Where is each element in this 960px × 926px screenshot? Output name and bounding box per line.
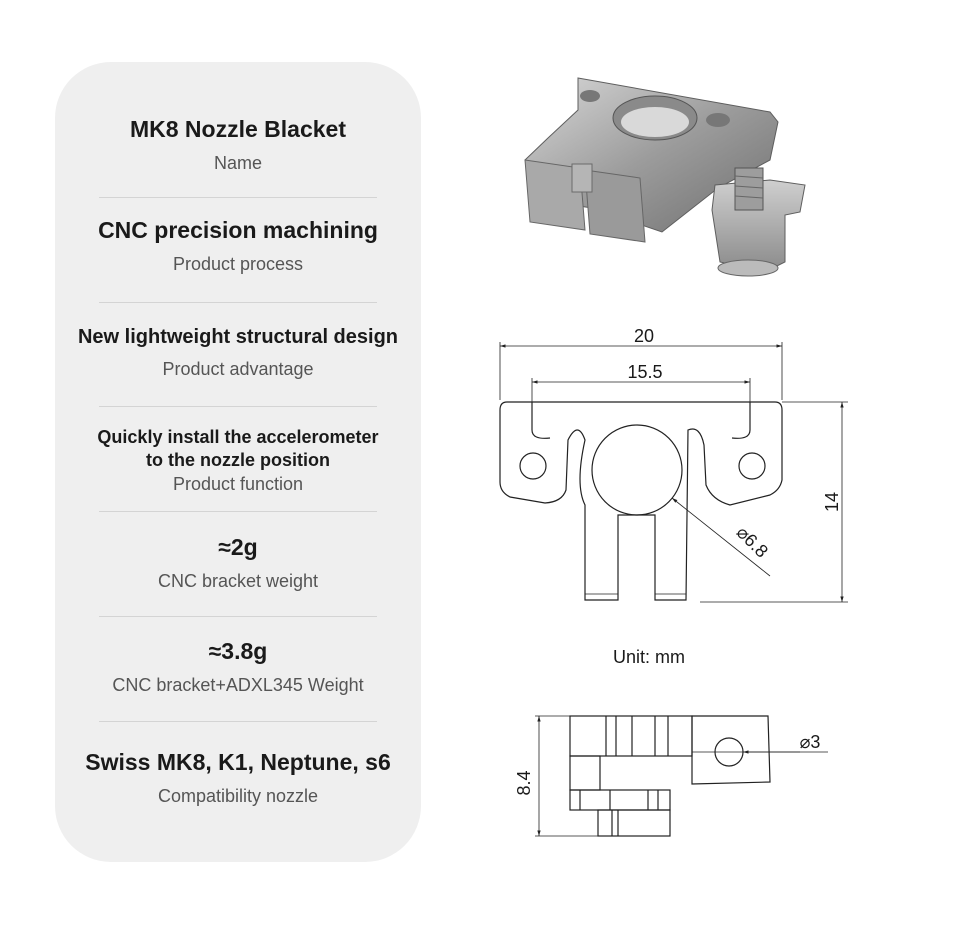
spec-compatibility-label: Compatibility nozzle (157, 786, 319, 806)
unit-label: Unit: mm (613, 647, 685, 667)
spec-process-value: CNC precision machining (98, 217, 378, 243)
bracket-render-image (525, 78, 805, 276)
spec-name-value: MK8 Nozzle Blacket (129, 116, 346, 142)
spec-function-value-line1: Quickly install the accelerometer (97, 427, 379, 447)
spec-advantage-label: Product advantage (162, 359, 314, 379)
spec-function-label: Product function (172, 474, 304, 494)
dim-width-inner: 15.5 (627, 362, 663, 382)
dim-hole-diameter: ⌀6.8 (732, 522, 772, 562)
spec-compatibility-value: Swiss MK8, K1, Neptune, s6 (85, 749, 391, 775)
dim-height: 14 (822, 491, 842, 513)
side-view-drawing (535, 716, 828, 836)
front-view-drawing (500, 342, 848, 602)
spec-process-label: Product process (172, 254, 304, 274)
dim-width-outer: 20 (633, 326, 655, 346)
spec-advantage-value: New lightweight structural design (77, 326, 399, 348)
side-dim-height: 8.4 (514, 770, 534, 796)
spec-weight-value: ≈2g (218, 534, 258, 560)
spec-total-weight-label: CNC bracket+ADXL345 Weight (112, 675, 364, 695)
side-dim-hole-diameter: ⌀3 (799, 732, 821, 752)
spec-name-label: Name (213, 153, 262, 173)
spec-function-value-line2: to the nozzle position (146, 450, 330, 470)
spec-weight-label: CNC bracket weight (157, 571, 319, 591)
spec-total-weight-value: ≈3.8g (208, 638, 268, 664)
